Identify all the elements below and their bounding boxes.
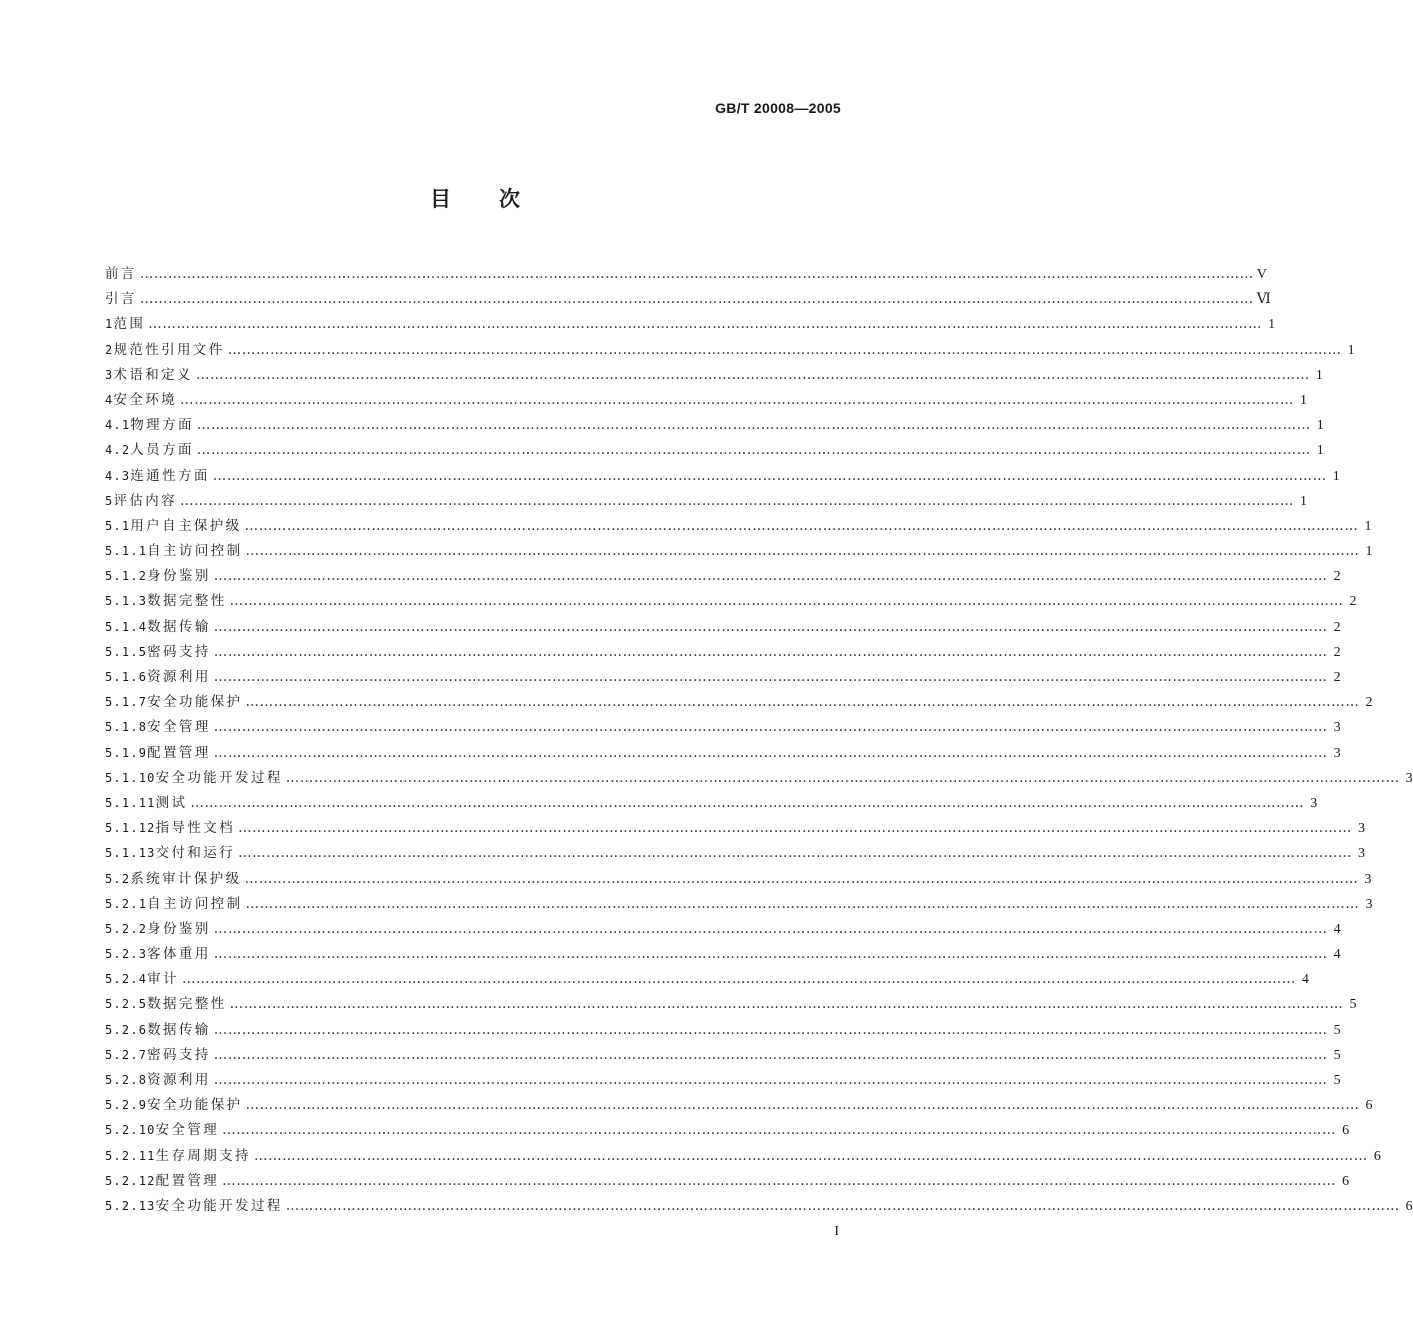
toc-entry-number: 4.1	[105, 418, 131, 433]
toc-entry-page: 3	[1364, 871, 1372, 887]
dot-leader	[219, 1118, 1339, 1143]
toc-entry-label: 身份鉴别	[147, 568, 211, 585]
toc-entry-label: 自主访问控制	[147, 895, 243, 912]
toc-entry-number: 5.1	[105, 518, 131, 533]
toc-entry-number: 5.1.2	[105, 569, 148, 584]
dot-leader	[179, 967, 1299, 992]
toc-entry-page: 2	[1333, 644, 1341, 660]
dot-leader	[243, 690, 1363, 715]
toc-entry[interactable]	[105, 1093, 1373, 1118]
toc-entry-label: 物理方面	[130, 417, 194, 434]
toc-entry[interactable]	[105, 690, 1373, 715]
toc-entry[interactable]	[105, 992, 1357, 1017]
dot-leader	[211, 917, 1331, 942]
toc-entry-page: 3	[1333, 745, 1341, 761]
dot-leader	[211, 1068, 1331, 1093]
toc-entry-label: 规范性引用文件	[113, 341, 225, 358]
dot-leader	[227, 992, 1347, 1017]
dot-leader	[211, 1043, 1331, 1068]
toc-entry-number: 5.1.3	[105, 594, 148, 609]
toc-entry[interactable]	[105, 766, 1413, 791]
toc-entry-page: 2	[1349, 594, 1357, 610]
toc-entry-page: 1	[1364, 518, 1372, 534]
dot-leader	[137, 287, 1257, 312]
toc-entry-label: 数据完整性	[147, 996, 227, 1013]
toc-entry-page: 5	[1333, 1073, 1341, 1088]
toc-entry-page: 3	[1333, 720, 1341, 736]
toc-entry[interactable]	[105, 1068, 1341, 1093]
dot-leader	[225, 338, 1345, 363]
toc-entry[interactable]	[105, 665, 1341, 690]
dot-leader	[242, 867, 1362, 892]
toc-entry[interactable]	[105, 715, 1341, 740]
toc-entry-label: 安全功能开发过程	[155, 769, 283, 786]
dot-leader	[227, 589, 1347, 614]
toc-entry-label: 前言	[105, 266, 137, 282]
toc-entry-label: 指导性文档	[155, 820, 236, 837]
toc-entry-label: 身份鉴别	[147, 920, 211, 937]
toc-entry-page: 3	[1365, 896, 1373, 912]
dot-leader	[211, 615, 1331, 640]
toc-entry[interactable]	[105, 791, 1318, 816]
toc-entry-number: 5.1.4	[105, 619, 148, 634]
toc-entry-label: 人员方面	[130, 442, 194, 459]
toc-entry-page: 2	[1333, 670, 1341, 685]
toc-entry-number: 5.2.1	[105, 896, 148, 911]
toc-entry[interactable]	[105, 816, 1365, 841]
dot-leader	[211, 715, 1331, 740]
dot-leader	[210, 464, 1330, 489]
dot-leader	[219, 1169, 1339, 1194]
dot-leader	[194, 413, 1314, 438]
toc-entry-page: 2	[1365, 695, 1373, 711]
toc-entry-number: 3	[105, 367, 114, 382]
toc-entry-number: 4.3	[105, 468, 131, 483]
toc-entry-label: 数据完整性	[147, 593, 227, 610]
dot-leader	[283, 1194, 1403, 1219]
table-of-contents	[105, 262, 1413, 1219]
toc-entry-number: 1	[105, 317, 114, 332]
toc-entry-page: 1	[1299, 493, 1307, 509]
toc-entry-number: 5.1.7	[105, 695, 148, 710]
toc-entry-label: 系统审计保护级	[130, 870, 242, 887]
toc-entry-label: 自主访问控制	[147, 543, 243, 560]
dot-leader	[211, 942, 1331, 967]
toc-entry-number: 5.2.8	[105, 1073, 148, 1087]
toc-entry-page: 1	[1332, 468, 1340, 484]
toc-entry-number: 5.2.11	[105, 1148, 156, 1163]
toc-entry-label: 数据传输	[147, 1021, 211, 1038]
toc-entry-number: 5	[105, 493, 114, 508]
toc-entry[interactable]	[105, 1043, 1341, 1068]
dot-leader	[177, 489, 1297, 514]
toc-entry-page: 5	[1349, 997, 1357, 1013]
toc-entry-page: 6	[1342, 1123, 1350, 1139]
toc-entry-number: 5.2	[105, 871, 131, 886]
dot-leader	[193, 363, 1313, 388]
toc-entry-label: 资源利用	[147, 1072, 211, 1088]
toc-entry-page: 3	[1357, 821, 1365, 837]
toc-entry-number: 5.1.10	[105, 770, 156, 785]
page-title: 目次	[430, 187, 568, 211]
toc-entry[interactable]	[105, 438, 1324, 463]
toc-entry[interactable]	[105, 564, 1341, 589]
toc-entry[interactable]	[105, 841, 1365, 866]
toc-entry-label: 安全管理	[147, 719, 211, 736]
toc-entry-page: 6	[1373, 1148, 1381, 1164]
toc-entry[interactable]	[105, 917, 1341, 942]
toc-entry-label: 用户自主保护级	[130, 517, 242, 534]
toc-entry-page: 5	[1333, 1022, 1341, 1038]
toc-entry-number: 5.1.9	[105, 745, 148, 760]
toc-entry-label: 审计	[147, 971, 179, 988]
toc-entry-page: 2	[1333, 619, 1341, 635]
toc-entry-page: 3	[1405, 770, 1413, 786]
toc-entry-number: 5.2.7	[105, 1047, 148, 1062]
toc-entry-number: 2	[105, 342, 114, 357]
toc-entry-page: 1	[1268, 317, 1276, 333]
toc-entry-page: 1	[1316, 418, 1324, 434]
toc-entry-page: 1	[1299, 392, 1307, 408]
toc-entry-page: 3	[1357, 846, 1365, 862]
toc-entry[interactable]	[105, 867, 1372, 892]
toc-entry-number: 5.2.5	[105, 997, 148, 1012]
toc-entry-label: 引言	[105, 291, 137, 308]
dot-leader	[235, 816, 1355, 841]
toc-entry-page: 6	[1365, 1098, 1373, 1114]
dot-leader	[243, 1093, 1363, 1118]
toc-entry-page: 1	[1316, 443, 1324, 459]
toc-entry[interactable]	[105, 539, 1373, 564]
toc-entry-label: 配置管理	[147, 744, 211, 761]
toc-entry-page: 4	[1333, 947, 1341, 963]
toc-entry-number: 5.2.9	[105, 1098, 148, 1113]
toc-entry[interactable]	[105, 892, 1373, 917]
toc-entry-label: 安全环境	[113, 391, 178, 408]
toc-entry-label: 安全功能保护	[147, 1097, 243, 1114]
toc-entry[interactable]	[105, 489, 1307, 514]
toc-entry-label: 评估内容	[113, 492, 178, 509]
toc-entry[interactable]	[105, 942, 1341, 967]
dot-leader	[211, 640, 1331, 665]
toc-entry[interactable]	[105, 388, 1307, 413]
dot-leader	[243, 539, 1363, 564]
toc-entry[interactable]	[105, 338, 1355, 363]
toc-entry-number: 4	[105, 392, 114, 407]
toc-entry-label: 配置管理	[155, 1172, 220, 1189]
toc-entry-number: 5.2.2	[105, 921, 148, 936]
toc-entry[interactable]	[105, 1144, 1381, 1169]
toc-entry-number: 5.2.13	[105, 1198, 156, 1213]
dot-leader	[211, 564, 1331, 589]
toc-entry-label: 客体重用	[147, 946, 211, 963]
toc-entry-label: 安全管理	[155, 1122, 220, 1139]
toc-entry-number: 5.1.8	[105, 720, 148, 735]
toc-entry-number: 5.1.11	[105, 795, 156, 810]
toc-entry[interactable]	[105, 1194, 1413, 1219]
toc-entry-number: 5.2.3	[105, 947, 148, 962]
dot-leader	[243, 892, 1363, 917]
dot-leader	[211, 1018, 1331, 1043]
toc-entry-label: 数据传输	[147, 618, 211, 635]
toc-entry-label: 范围	[113, 316, 146, 333]
toc-entry-number: 5.2.10	[105, 1123, 156, 1138]
toc-entry-number: 5.1.5	[105, 644, 148, 659]
toc-entry[interactable]	[105, 464, 1340, 489]
toc-entry[interactable]	[105, 640, 1341, 665]
toc-entry-page: 4	[1333, 921, 1341, 937]
dot-leader	[235, 841, 1355, 866]
dot-leader	[137, 262, 1257, 287]
toc-entry-page: 1	[1315, 367, 1323, 383]
toc-entry[interactable]	[105, 615, 1341, 640]
toc-entry[interactable]	[105, 262, 1267, 287]
toc-entry-label: 资源利用	[147, 669, 211, 685]
dot-leader	[194, 438, 1314, 463]
standard-code: GB/T 20008—2005	[715, 100, 841, 116]
toc-entry[interactable]	[105, 413, 1324, 438]
toc-entry-label: 安全功能开发过程	[155, 1197, 283, 1214]
toc-entry-label: 密码支持	[147, 1046, 211, 1063]
toc-entry-label: 交付和运行	[155, 845, 236, 862]
dot-leader	[187, 791, 1307, 816]
dot-leader	[242, 514, 1362, 539]
toc-entry-number: 5.1.1	[105, 544, 148, 559]
toc-entry-number: 5.2.4	[105, 972, 148, 987]
toc-entry[interactable]	[105, 967, 1309, 992]
toc-entry[interactable]	[105, 514, 1372, 539]
toc-entry-page: 2	[1333, 569, 1341, 585]
toc-entry[interactable]	[105, 363, 1323, 388]
toc-entry-page: 6	[1342, 1173, 1350, 1189]
toc-entry-page: 3	[1310, 795, 1318, 811]
toc-entry-page: 1	[1347, 342, 1355, 358]
toc-entry-page: 6	[1405, 1198, 1413, 1214]
toc-entry-label: 密码支持	[147, 643, 211, 660]
toc-entry-number: 4.2	[105, 443, 131, 458]
toc-entry[interactable]	[105, 287, 1271, 312]
toc-entry-number: 5.1.13	[105, 846, 156, 861]
page-number: I	[834, 1224, 839, 1239]
dot-leader	[177, 388, 1297, 413]
dot-leader	[211, 665, 1331, 690]
toc-entry-label: 连通性方面	[130, 467, 210, 484]
toc-entry[interactable]	[105, 312, 1276, 337]
toc-entry-number: 5.2.6	[105, 1022, 148, 1037]
toc-entry[interactable]	[105, 741, 1341, 766]
toc-entry[interactable]	[105, 589, 1357, 614]
toc-entry-label: 测试	[155, 794, 188, 811]
toc-entry-label: 安全功能保护	[147, 694, 243, 711]
toc-entry-page: 4	[1301, 972, 1309, 988]
toc-entry[interactable]	[105, 1018, 1341, 1043]
toc-entry-page: Ⅵ	[1256, 292, 1271, 308]
toc-entry-page: V	[1256, 267, 1267, 282]
dot-leader	[145, 312, 1265, 337]
toc-entry[interactable]	[105, 1118, 1350, 1143]
toc-entry-label: 生存周期支持	[155, 1147, 251, 1164]
dot-leader	[211, 741, 1331, 766]
toc-entry-label: 术语和定义	[113, 366, 193, 383]
dot-leader	[283, 766, 1403, 791]
toc-entry-number: 5.2.12	[105, 1173, 156, 1188]
toc-entry[interactable]	[105, 1169, 1350, 1194]
toc-entry-number: 5.1.6	[105, 670, 148, 684]
toc-entry-page: 1	[1365, 544, 1373, 560]
toc-entry-page: 5	[1333, 1047, 1341, 1063]
dot-leader	[251, 1144, 1371, 1169]
toc-entry-number: 5.1.12	[105, 821, 156, 836]
